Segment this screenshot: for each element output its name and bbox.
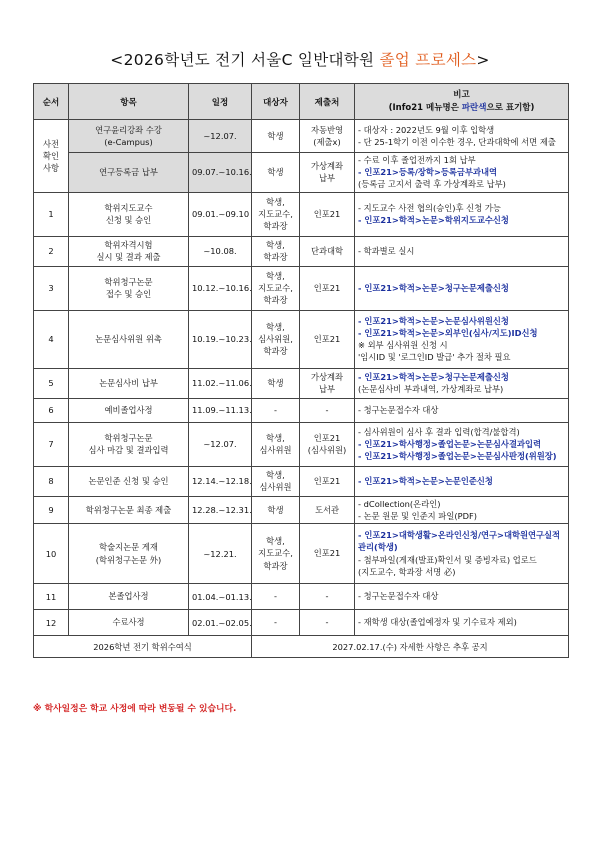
row-target [252,524,300,584]
row-target [252,153,300,193]
row-remarks [355,120,569,153]
row-target [252,266,300,310]
row-number: 12 [34,610,69,636]
row-number: 2 [34,236,69,266]
row-submit-line: - [325,591,329,602]
row-remarks [355,153,569,193]
row-submit [300,466,355,496]
row-submit [300,266,355,310]
row-remark-line: - 논문 원문 및 인준지 파일(PDF) [358,510,477,521]
row-submit [300,192,355,236]
header-target: 대상자 [252,84,300,120]
row-target [252,368,300,398]
table-row [34,120,569,153]
row-item-line: 학술지논문 게재 [99,542,158,553]
row-remark-line: - 인포21>학사행정>졸업논문>논문심사결과입력 [358,439,542,449]
row-item [69,524,189,584]
prereq-label-line: 사항 [42,162,60,173]
row-target-line: 학생 [267,130,284,141]
row-submit-line: 가상계좌 [310,161,344,172]
row-number: 6 [34,398,69,422]
row-schedule: ~12.21. [189,524,252,584]
title-highlight: 졸업 프로세스 [379,51,477,69]
header-remarks-title: 비고 [453,90,470,101]
row-number: 8 [34,466,69,496]
row-remark-line: - 첨부파일(게재(발표)확인서 및 증빙자료) 업로드 [358,554,537,565]
table-row [34,496,569,523]
row-number: 5 [34,368,69,398]
title-prefix: <2026학년도 전기 서울C 일반대학원 [110,51,380,69]
row-remark-line: - 인포21>학적>논문>학위지도교수신청 [358,215,509,226]
row-item [69,466,189,496]
header-remarks-sub [358,102,565,114]
row-submit-line: (제출x) [313,137,341,147]
row-submit-line: 단과대학 [310,246,344,256]
row-remark-line: - 인포21>학적>논문>외부인(심사/지도)ID신청 [358,327,538,338]
row-item-line: 학위청구논문 최종 제출 [85,504,172,515]
row-target [252,398,300,422]
row-submit [300,120,355,153]
row-remark-line: - 지도교수 사전 협의(승인)후 신청 가능 [358,202,501,213]
row-target-line: 학생, [266,239,285,250]
row-submit [300,236,355,266]
row-item-line: 논문인준 신청 및 승인 [88,476,169,486]
row-item-line: 연구등록금 납부 [99,167,158,178]
table-row [34,266,569,310]
row-item-line: 신청 및 승인 [105,215,152,226]
row-target-line: 학생, [266,536,285,547]
ceremony-label: 2026학년 전기 학위수여식 [34,636,252,658]
row-remark-line: - 인포21>학사행정>졸업논문>논문심사판정(위원장) [358,451,557,462]
row-item-line: 심사 마감 및 결과입력 [88,445,169,456]
table-row [34,466,569,496]
row-schedule: 02.01.~02.05. [189,610,252,636]
table-row [34,192,569,236]
header-remarks-sub-c: 으로 표기함) [486,102,535,113]
row-number: 3 [34,266,69,310]
title-suffix: > [476,51,490,69]
row-item [69,266,189,310]
schedule-table [33,83,569,658]
row-target-line: 학과장 [263,295,288,306]
row-item [69,236,189,266]
row-remark-line: '임시ID 및 '로그인ID 발급' 추가 절차 필요 [358,352,511,363]
table-row [34,153,569,193]
row-target-line: 학생, [266,469,285,480]
row-schedule: 11.02.~11.06. [189,368,252,398]
row-item [69,496,189,523]
row-item [69,422,189,466]
row-item-line: (학위청구논문 外) [95,554,162,565]
row-item-line: 수료사정 [112,617,145,628]
row-submit-line: 납부 [318,173,336,184]
row-item [69,153,189,193]
row-item-line: 학위청구논문 [104,432,153,443]
row-item-line: 접수 및 승인 [105,289,152,300]
row-target-line: 심사위원, [258,334,293,344]
row-item [69,310,189,368]
row-remarks [355,466,569,496]
row-submit-line: 인포21 [313,209,341,219]
row-remark-line: (등록금 고지서 출력 후 가상계좌로 납부) [358,179,506,190]
row-remark-line: ※ 외부 심사위원 신청 시 [358,340,448,351]
row-target-line: 학과장 [263,221,288,232]
row-item-line: (e-Campus) [104,137,153,147]
row-remarks [355,496,569,523]
table-row [34,524,569,584]
row-submit-line: - [325,405,329,415]
row-remarks [355,236,569,266]
row-submit [300,610,355,636]
header-remarks [355,84,569,120]
table-row [34,368,569,398]
row-item-line: 학위청구논문 [104,276,153,287]
row-remarks [355,422,569,466]
row-target-line: 학생 [267,504,284,515]
table-row [34,584,569,610]
row-target-line: 학생 [267,378,284,388]
row-submit [300,422,355,466]
header-item: 항목 [69,84,189,120]
row-number: 4 [34,310,69,368]
row-target-line: 심사위원 [259,445,292,456]
row-remark-line: - 인포21>학적>논문>논문인준신청 [358,476,493,486]
row-item-line: 실시 및 결과 제출 [96,252,161,263]
bottom-note: ※ 학사일정은 학교 사정에 따라 변동될 수 있습니다. [33,704,237,714]
row-target [252,466,300,496]
row-submit-line: 인포21 [313,283,341,293]
row-target [252,422,300,466]
prereq-label-line: 확인 [42,150,60,161]
row-submit [300,584,355,610]
row-target-line: - [274,591,277,602]
row-remark-line: (지도교수, 학과장 서명 必) [358,566,456,577]
row-target-line: 지도교수, [258,548,293,559]
row-remarks [355,584,569,610]
table-row [34,422,569,466]
row-submit-line: 인포21 [313,432,341,443]
row-remarks [355,310,569,368]
table-body [34,120,569,658]
row-remark-line: - 대상자 : 2022년도 9월 이후 입학생 [358,124,495,135]
row-schedule: ~12.07. [189,422,252,466]
page-title [0,48,600,70]
row-remarks [355,398,569,422]
row-remark-line: - 학과별로 실시 [358,246,415,256]
row-item-line: 논문심사비 납부 [99,378,158,388]
row-item [69,610,189,636]
row-remark-line: - 인포21>학적>논문>논문심사위원신청 [358,315,509,326]
row-schedule: 10.19.~10.23. [189,310,252,368]
row-remark-line: - 청구논문접수자 대상 [358,591,439,602]
row-remark-line: - 인포21>학적>논문>청구논문제출신청 [358,371,509,382]
row-target-line: 심사위원 [259,482,292,493]
row-submit [300,524,355,584]
row-schedule: 12.14.~12.18. [189,466,252,496]
row-target-line: 지도교수, [258,283,293,293]
row-remarks [355,192,569,236]
row-target-line: 학생, [266,321,285,332]
row-target-line: - [274,617,277,628]
row-remarks [355,610,569,636]
row-schedule: 10.12.~10.16. [189,266,252,310]
row-item-line: 본졸업사정 [108,591,149,602]
row-submit [300,153,355,193]
row-remark-line: - 수료 이후 졸업전까지 1회 납부 [358,155,476,165]
row-submit [300,496,355,523]
row-submit-line: 인포21 [313,334,341,344]
row-item-line: 예비졸업사정 [104,405,153,415]
row-remark-line: - 인포21>학적>논문>청구논문제출신청 [358,283,509,293]
row-target [252,496,300,523]
row-number: 9 [34,496,69,523]
row-remark-line: - 심사위원이 심사 후 결과 입력(합격/불합격) [358,426,520,437]
row-item [69,192,189,236]
row-submit [300,368,355,398]
row-submit-line: 자동반영 [310,124,344,135]
row-target-line: - [274,405,277,415]
row-remark-line: - 청구논문접수자 대상 [358,405,439,415]
row-remark-line: - 재학생 대상(졸업예정자 및 기수료자 제외) [358,617,517,628]
row-target [252,310,300,368]
row-remark-line: - 단 25-1학기 이전 이수한 경우, 단과대학에 서면 제출 [358,137,556,147]
row-submit [300,310,355,368]
row-submit-line: 가상계좌 [310,371,344,382]
row-submit-line: 인포21 [313,548,341,559]
row-remark-line: - 인포21>대학생활>온라인신청/연구>대학원연구실적 [358,530,561,541]
row-number: 10 [34,524,69,584]
row-target-line: 학생, [266,432,285,443]
row-target-line: 학과장 [263,252,288,263]
row-item-line: 논문심사위원 위촉 [95,334,162,344]
row-target-line: 학생 [267,167,284,178]
row-item [69,584,189,610]
row-item [69,120,189,153]
table-row [34,610,569,636]
table-row [34,310,569,368]
header-schedule: 일정 [189,84,252,120]
header-remarks-sub-b: 파란색 [461,102,487,113]
table-row [34,236,569,266]
row-item [69,398,189,422]
row-item-line: 학위지도교수 [104,202,153,213]
row-schedule: ~12.07. [189,120,252,153]
row-item [69,368,189,398]
row-remark-line: 관리(학생) [358,542,398,553]
row-number: 1 [34,192,69,236]
header-remarks-sub-a: (Info21 메뉴명은 [388,102,462,113]
row-item-line: 연구윤리강좌 수강 [95,124,162,135]
row-remarks [355,524,569,584]
row-target-line: 학과장 [263,560,288,571]
row-target-line: 지도교수, [258,209,293,219]
row-submit-line: - [325,617,329,628]
prereq-label-cell [34,120,69,193]
row-schedule: 09.07.~10.16. [189,153,252,193]
row-schedule: 11.09.~11.13. [189,398,252,422]
row-submit-line: 인포21 [313,476,341,486]
row-remark-line: - 인포21>등록/장학>등록금부과내역 [358,167,498,178]
header-no: 순서 [34,84,69,120]
prereq-label-line: 사전 [42,138,60,149]
row-number: 11 [34,584,69,610]
row-schedule: 12.28.~12.31. [189,496,252,523]
row-remarks [355,266,569,310]
row-remark-line: (논문심사비 부과내역, 가상계좌로 납부) [358,384,504,395]
row-schedule: ~10.08. [189,236,252,266]
ceremony-row [34,636,569,658]
row-target-line: 학생, [266,196,285,207]
row-item-line: 학위자격시험 [104,239,153,250]
row-target [252,610,300,636]
row-schedule: 09.01.~09.10 [189,192,252,236]
row-submit-line: 도서관 [314,504,340,515]
row-submit [300,398,355,422]
row-remarks [355,368,569,398]
row-target [252,584,300,610]
header-submit: 제출처 [300,84,355,120]
row-target-line: 학생, [266,270,285,281]
row-target [252,192,300,236]
table-header-row [34,84,569,120]
row-submit-line: (심사위원) [307,445,347,456]
row-schedule: 01.04.~01.13. [189,584,252,610]
row-target [252,120,300,153]
table-row [34,398,569,422]
row-submit-line: 납부 [318,384,336,395]
row-number: 7 [34,422,69,466]
row-remark-line: - dCollection(온라인) [358,498,441,509]
ceremony-date: 2027.02.17.(수) 자세한 사항은 추후 공지 [252,636,569,658]
row-target-line: 학과장 [263,346,288,357]
row-target [252,236,300,266]
